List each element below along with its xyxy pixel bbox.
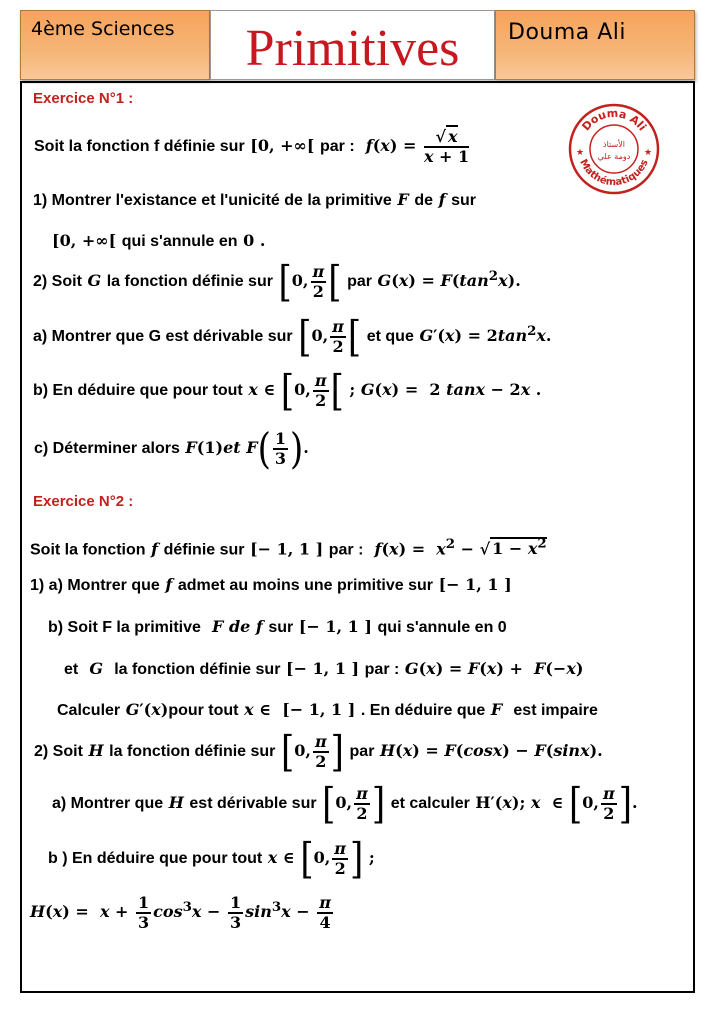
stamp-top-text: Douma Ali [579, 106, 649, 134]
header-level-box [20, 10, 210, 80]
header-title-box [210, 10, 495, 80]
ex2-q2: 2) Soit H la fonction définie sur [0, $\frac{\pi}{2}$ ] par H(x) = F(cosx) − F(sinx). [34, 726, 603, 777]
ex1-q1: 1) Montrer l'existance et l'unicité de la primitive F de f sur [33, 190, 476, 209]
ex1-qc: c) Déterminer alors F(1)et F( $\frac{1}{3}$ ). [34, 423, 309, 474]
stamp-center-text-1: الأستاذ [603, 140, 625, 149]
ex2-calc: Calculer G′(x)pour tout x ∈ [− 1, 1 ] . En déduire que F est impaire [57, 700, 598, 719]
ex1-q2: 2) Soit G la fonction définie sur [0, $\frac{\pi}{2}$ [ par $G(x) = F(\tan^2x)$. [33, 256, 521, 307]
author-name: Douma Ali [508, 20, 627, 45]
header-author-box [495, 10, 695, 80]
ex1-intro: Soit la fonction f définie sur [0, +∞[ par : f(x) = $\frac{√ x}{x + 1}$ [34, 127, 470, 166]
ex1-qa: a) Montrer que G est dérivable sur [0, $\frac{\pi}{2}$ [ et que $G'(x) = 2\tan^2x$. [33, 311, 552, 362]
stamp-bottom-text: Mathématiques [577, 157, 651, 189]
exercise-1-title: Exercice N°1 : [33, 90, 134, 107]
ex2-q1a: 1) a) Montrer que f admet au moins une primitive sur [− 1, 1 ] [30, 575, 512, 594]
ex1-qb: b) En déduire que pour tout x ∈ [0, $\frac{\pi}{2}$ [ ; G(x) = 2 tanx − 2x . [33, 365, 542, 416]
stamp-star-icon: ★ [576, 148, 585, 158]
ex2-q2a: a) Montrer que H est dérivable sur [0, $\frac{\pi}{2}$ ] et calculer H′(x); x ∈ [0, $\frac{\pi}{2}$ ]. [52, 778, 638, 829]
ex2-q1b: b) Soit F la primitive F de f sur [− 1, 1 ] qui s'annule en 0 [48, 617, 507, 636]
ex1-q1-cont: [0, +∞[ qui s'annule en 0 . [52, 231, 266, 250]
ex2-q1b-cont: et G la fonction définie sur [− 1, 1 ] par : G(x) = F(x) + F(−x) [64, 659, 584, 678]
level-label: 4ème Sciences [31, 18, 175, 40]
author-stamp-icon [568, 103, 660, 195]
ex2-intro: Soit la fonction f définie sur [− 1, 1 ] par : $f(x) = x^2$ − √ $1 - x^2$ [30, 536, 547, 559]
ex2-formula: H(x) = x + $\frac{1}{3}$ $\cos^3x$ − $\frac{1}{3}$ $\sin^3x$ − $\frac{\pi}{4}$ [30, 893, 331, 932]
exercise-2-title: Exercice N°2 : [33, 493, 134, 510]
ex2-q2b: b ) En déduire que pour tout x ∈ [0, $\frac{\pi}{2}$ ] ; [48, 833, 375, 884]
page-title: Primitives [245, 20, 460, 77]
stamp-center-text-2: دومة علي [597, 152, 631, 161]
stamp-star-icon: ★ [644, 148, 653, 158]
